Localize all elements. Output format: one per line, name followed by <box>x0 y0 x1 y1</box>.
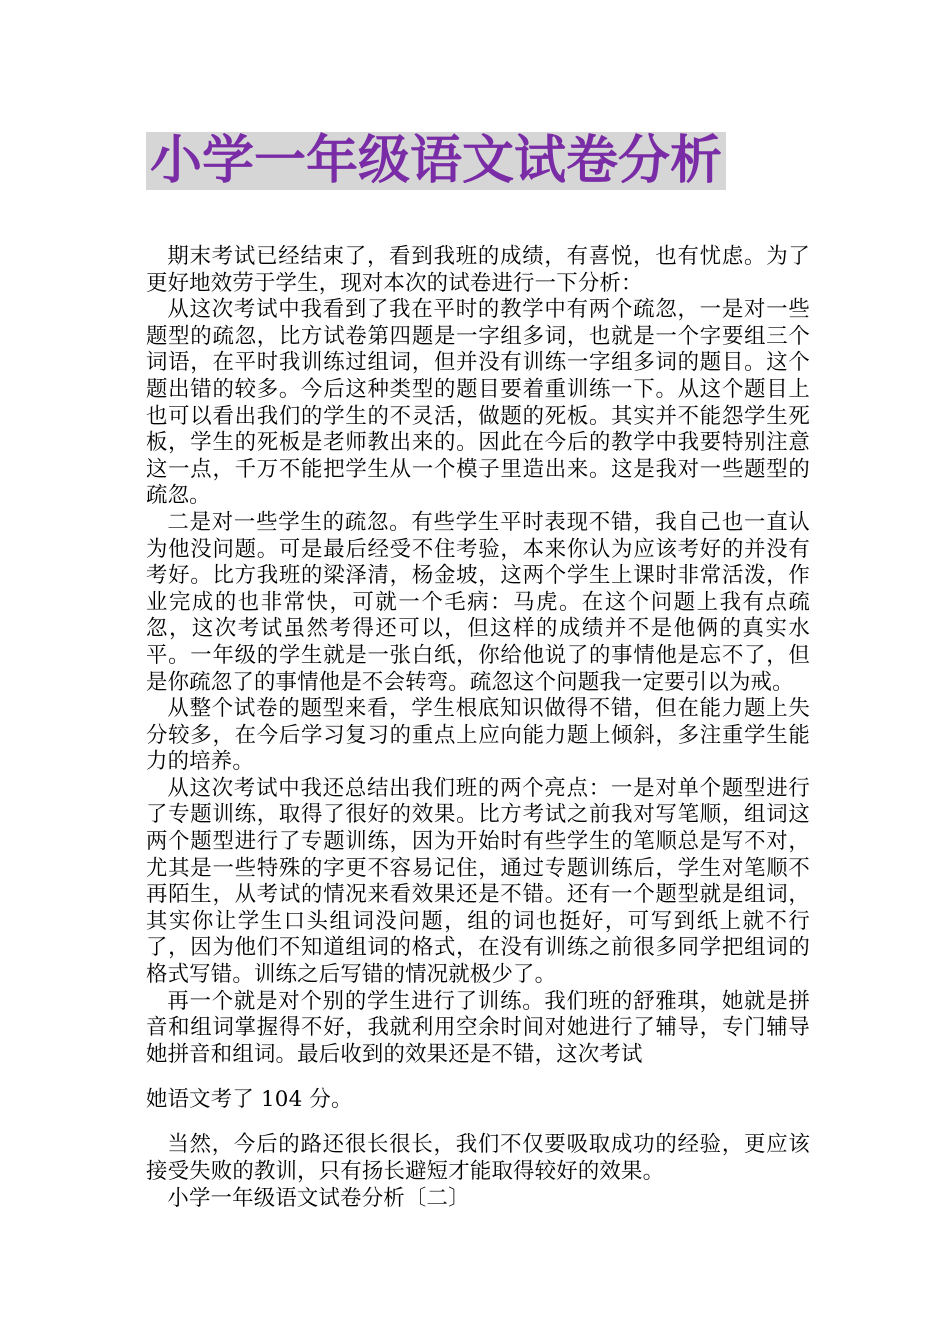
paragraph-question-types: 从整个试卷的题型来看，学生根底知识做得不错，但在能力题上失分较多，在今后学习复习的重点上应向能力题上倾斜，多注重学生能力的培养。 <box>146 696 810 775</box>
next-section-heading: 小学一年级语文试卷分析〔二〕 <box>167 1185 470 1211</box>
paragraph-first-oversight: 从这次考试中我看到了我在平时的教学中有两个疏忽，一是对一些题型的疏忽，比方试卷第四题是一字组多词，也就是一个字要组三个词语，在平时我训练过组词，但并没有训练一字组多词的题目。这个题出错的较多。今后这种类型的题目要着重训练一下。从这个题目上也可以看出我们的学生的不灵活，做题的死板。其实并不能怨学生死板，学生的死板是老师教出来的。因此在今后的教学中我要特别注意这一点，千万不能把学生从一个模子里造出来。这是我对一些题型的疏忽。 <box>146 297 810 509</box>
paragraph-closing: 当然，今后的路还很长很长，我们不仅要吸取成功的经验，更应该接受失败的教训，只有扬长避短才能取得较好的效果。 <box>146 1132 810 1184</box>
paragraph-intro: 期末考试已经结束了，看到我班的成绩，有喜悦，也有忧虑。为了更好地效劳于学生，现对本次的试卷进行一下分析： <box>146 244 810 296</box>
paragraph-individual-training: 再一个就是对个别的学生进行了训练。我们班的舒雅琪，她就是拼音和组词掌握得不好，我就利用空余时间对她进行了辅导，专门辅导她拼音和组词。最后收到的效果还是不错，这次考试 <box>146 988 810 1067</box>
document-body <box>146 244 810 1212</box>
document-title: 小学一年级语文试卷分析 <box>146 132 726 190</box>
paragraph-second-oversight: 二是对一些学生的疏忽。有些学生平时表现不错，我自己也一直认为他没问题。可是最后经受不住考验，本来你认为应该考好的并没有考好。比方我班的梁泽清，杨金坡，这两个学生上课时非常活泼，作业完成的也非常快，可就一个毛病：马虎。在这个问题上我有点疏忽，这次考试虽然考得还可以，但这样的成绩并不是他俩的真实水平。一年级的学生就是一张白纸，你给他说了的事情他是忘不了，但是你疏忽了的事情他是不会转弯。疏忽这个问题我一定要引以为戒。 <box>146 509 810 695</box>
score-line: 她语文考了 104 分。 <box>146 1087 353 1113</box>
paragraph-highlights: 从这次考试中我还总结出我们班的两个亮点：一是对单个题型进行了专题训练，取得了很好的效果。比方考试之前我对写笔顺，组词这两个题型进行了专题训练，因为开始时有些学生的笔顺总是写不对，尤其是一些特殊的字更不容易记住，通过专题训练后，学生对笔顺不再陌生，从考试的情况来看效果还是不错。还有一个题型就是组词，其实你让学生口头组词没问题，组的词也挺好，可写到纸上就不行了，因为他们不知道组词的格式，在没有训练之前很多同学把组词的格式写错。训练之后写错的情况就极少了。 <box>146 775 810 988</box>
